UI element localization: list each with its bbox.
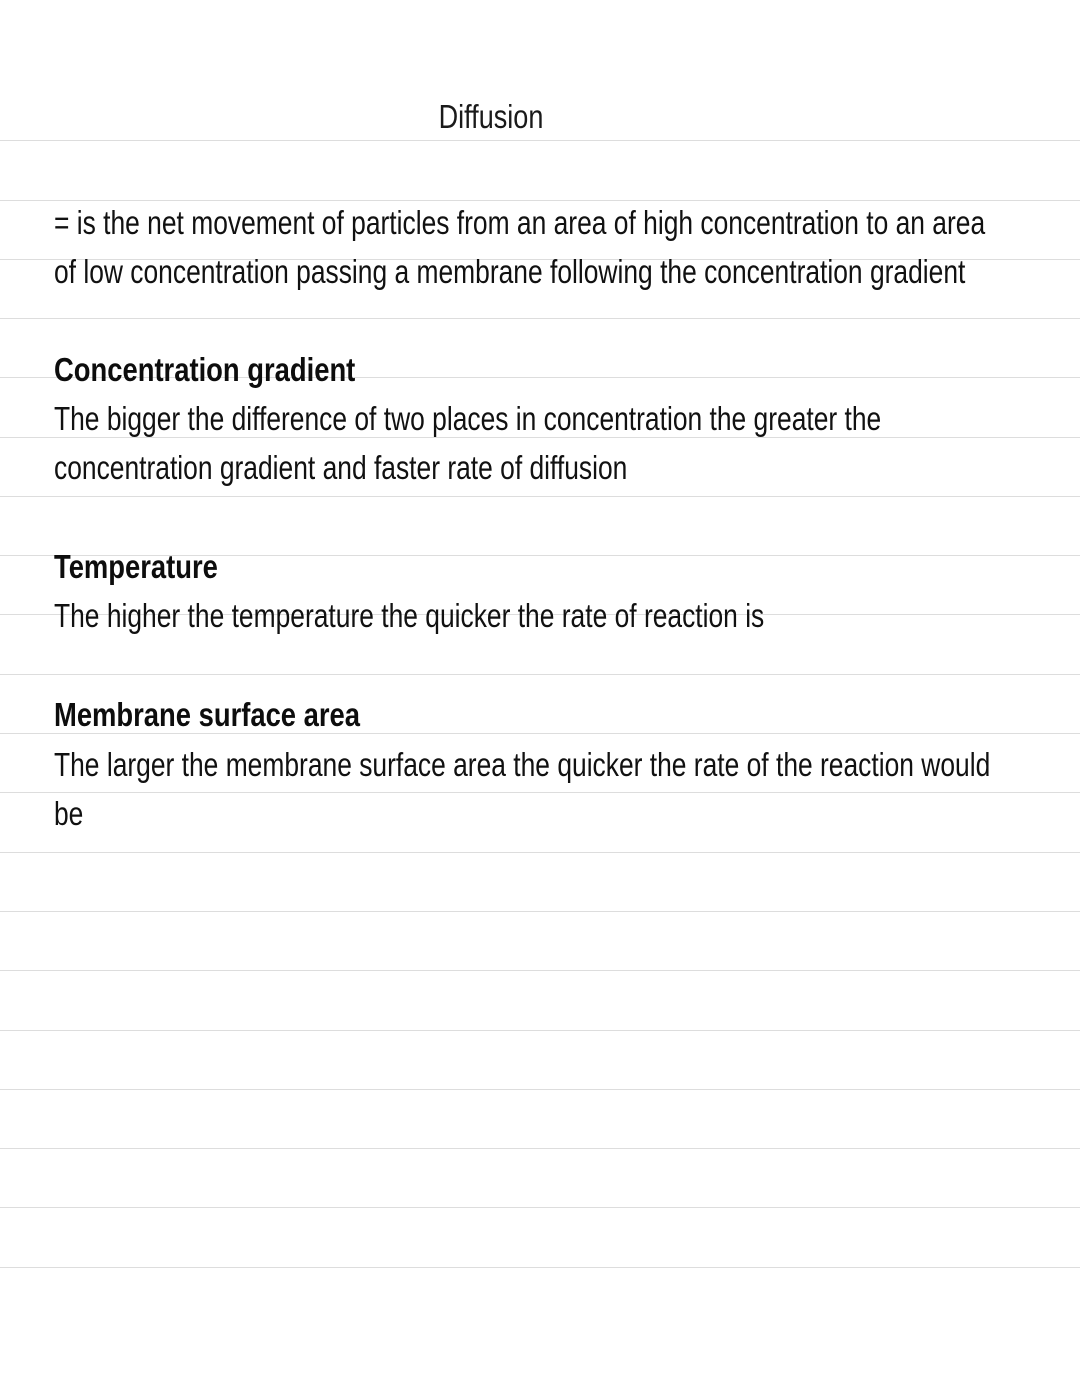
definition-line-1: = is the net movement of particles from an area of high concentration to an area [54,204,986,241]
ruled-line [0,496,1080,497]
section-heading-temperature: Temperature [54,548,218,585]
ruled-line [0,1267,1080,1268]
section-heading-concentration-gradient: Concentration gradient [54,351,356,388]
section-line: concentration gradient and faster rate of diffusion [54,449,628,486]
section-line: The larger the membrane surface area the quicker the rate of the reaction would [54,746,991,783]
ruled-line [0,318,1080,319]
section-line: The higher the temperature the quicker the rate of reaction is [54,597,765,634]
ruled-line [0,674,1080,675]
ruled-line [0,970,1080,971]
page-title: Diffusion [438,98,544,135]
section-line: The bigger the difference of two places in concentration the greater the [54,400,882,437]
ruled-line [0,1148,1080,1149]
definition-line-2: of low concentration passing a membrane following the concentration gradient [54,253,966,290]
ruled-line [0,1207,1080,1208]
ruled-line [0,792,1080,793]
ruled-line [0,911,1080,912]
section-heading-membrane-surface-area: Membrane surface area [54,696,361,733]
ruled-line [0,1089,1080,1090]
ruled-line [0,852,1080,853]
ruled-line [0,1030,1080,1031]
section-line: be [54,795,84,832]
